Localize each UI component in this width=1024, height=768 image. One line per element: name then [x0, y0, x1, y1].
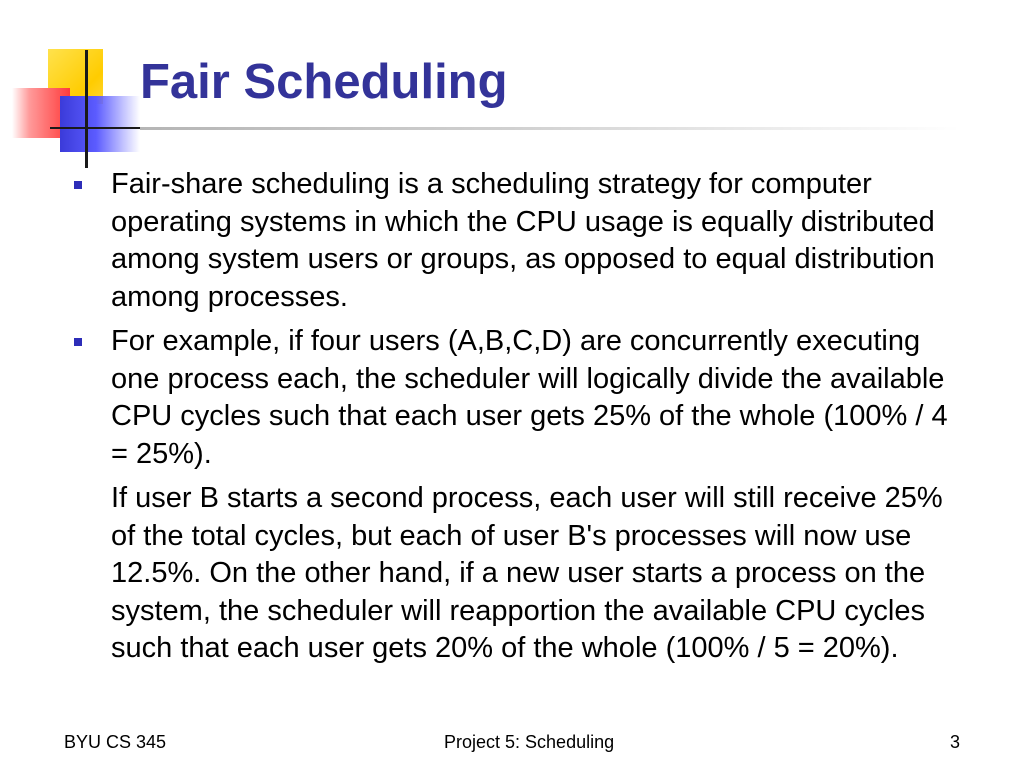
bullet-continuation — [72, 480, 972, 668]
logo-blue-square — [60, 96, 140, 152]
bullet-item — [72, 323, 972, 473]
logo-vertical-line — [85, 50, 88, 168]
bullet-text: Fair-share scheduling is a scheduling strategy for computer operating systems in which the CPU usage is equally distributed among system users or groups, as opposed to equal distribution among processes. — [111, 168, 935, 313]
slide-number: 3 — [950, 732, 961, 752]
slide-title: Fair Scheduling — [140, 55, 508, 109]
footer-course: BYU CS 345 — [64, 732, 167, 752]
continuation-text: If user B starts a second process, each user will still receive 25% of the total cycles, but each of user B's processes will now use 12.5%. On the other hand, if a new user starts a process on the system, the scheduler will reapportion the available CPU cycles such that each user gets 20% of the whole (100% / 5 = 20%). — [111, 482, 943, 664]
bullet-square-icon — [74, 338, 82, 346]
footer-title: Project 5: Scheduling — [444, 732, 615, 752]
bullet-text: For example, if four users (A,B,C,D) are concurrently executing one process each, the scheduler will logically divide the available CPU cycles such that each user gets 25% of the whole (100% / 4 = 25%). — [111, 325, 948, 470]
slide-content — [72, 166, 972, 668]
bullet-square-icon — [74, 181, 82, 189]
slide-logo-icon — [0, 0, 150, 175]
logo-horizontal-line — [50, 127, 140, 129]
title-divider — [140, 127, 960, 130]
bullet-item — [72, 166, 972, 316]
